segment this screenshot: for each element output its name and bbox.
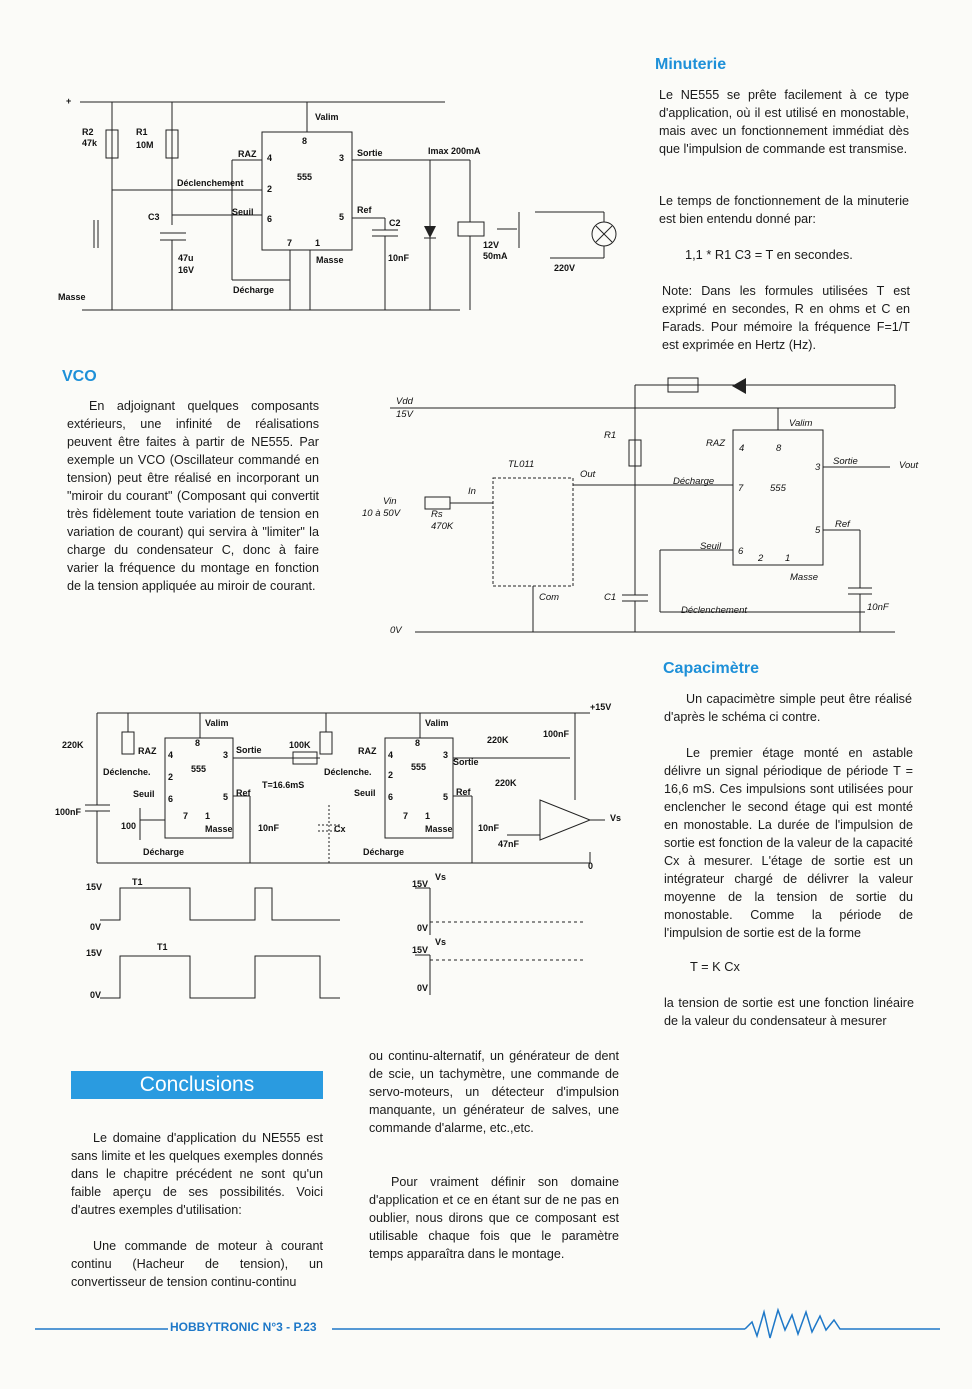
cap-pin5b: 5 [443,792,449,802]
r1-label: R1 [136,127,148,137]
pin1-label: 1 [315,238,321,248]
ic-label: 555 [297,172,313,182]
c3-value: 47u [178,253,194,263]
vco-ic-label: 555 [770,483,786,494]
cap-vs-label: Vs [610,813,622,823]
wave-15vd-label: 15V [412,945,429,955]
pin3-label: 3 [339,153,345,163]
vdd-value: 15V [396,409,413,420]
mains-label: 220V [554,263,576,273]
vco-decharge-label: Décharge [673,476,715,487]
cap-pin7b: 7 [403,811,409,821]
cap-pin8a: 8 [195,738,201,748]
cap-ref2-label: Ref [456,787,471,797]
vco-heading: VCO [62,368,97,385]
cap-decharge1-label: Décharge [143,847,185,857]
r2-value: 47k [82,138,98,148]
ref-label: Ref [357,205,372,215]
cap-decl1-label: Déclenche. [103,767,151,777]
vco-0v-label: 0V [390,625,402,636]
cap-pin2b: 2 [388,770,394,780]
vco-sortie-label: Sortie [833,456,858,467]
pin4-label: 4 [267,153,273,163]
cap-pin4b: 4 [388,750,394,760]
relay-voltage: 12V [483,240,500,250]
wave-t1b-label: T1 [157,942,168,952]
cap-pin3b: 3 [443,750,449,760]
wave-0vd-label: 0V [417,983,429,993]
cap-c10b-label: 10nF [478,823,500,833]
rs-value: 470K [431,521,454,532]
cap-c100-label: 100nF [55,807,82,817]
decharge-label: Décharge [233,285,275,295]
out-label: Out [580,469,596,480]
page-footer: HOBBYTRONIC N°3 - P.23 [170,1320,317,1334]
vco-pin4: 4 [739,443,745,454]
cap-decharge2-label: Décharge [363,847,405,857]
c3-voltage: 16V [178,265,195,275]
pin7-label: 7 [287,238,293,248]
c2-value: 10nF [388,253,410,263]
cap-seuil1-label: Seuil [133,789,155,799]
c2-label: C2 [389,218,401,228]
minuterie-paragraph-1: Le NE555 se prête facilement à ce type d'application, où il est utilisé en monostable, mais avec un fonctionnement immédiat dès que l'impulsion de commande est transmise. [659,88,909,156]
cap-ic1-label: 555 [191,764,207,774]
vco-declenchement-label: Déclenchement [681,605,748,616]
vco-masse-label: Masse [790,572,818,583]
wave-0vc-label: 0V [417,923,429,933]
cap-r220b-label: 220K [487,735,509,745]
capacimetre-heading: Capacimètre [663,660,760,677]
c1-label: C1 [604,592,617,603]
cap-seuil2-label: Seuil [354,788,376,798]
vco-seuil-label: Seuil [700,541,722,552]
wave-t1a-label: T1 [132,877,143,887]
cap-pin6a: 6 [168,794,174,804]
footer-wave-icon [745,1310,940,1338]
valim-label: Valim [315,112,339,122]
vco-ref-label: Ref [835,519,850,530]
vco-c10-label: 10nF [867,602,889,613]
cap-r220-label: 220K [62,740,84,750]
r2-label: R2 [82,127,94,137]
conclusions-heading: Conclusions [71,1071,323,1099]
cap-c47-label: 47nF [498,839,520,849]
pin2-label: 2 [267,184,273,194]
cap-pin1a: 1 [205,811,211,821]
cap-pin5a: 5 [223,792,229,802]
rs-label: Rs [431,509,443,520]
cap-pin2a: 2 [168,772,174,782]
cap-valim2-label: Valim [425,718,449,728]
cap-r100k-label: 100K [289,740,311,750]
raz-label: RAZ [238,149,257,159]
cap-pin4a: 4 [168,750,174,760]
tl011-label: TL011 [508,459,535,470]
minuterie-formula: 1,1 * R1 C3 = T en secondes. [685,247,853,262]
wave-15vb-label: 15V [86,948,103,958]
pin6-label: 6 [267,214,273,224]
vin-range: 10 à 50V [362,508,401,519]
cap-cx-label: Cx [334,824,346,834]
cap-pin3a: 3 [223,750,229,760]
vco-raz-label: RAZ [706,438,725,449]
wave-15va-label: 15V [86,882,103,892]
capacimetre-paragraph-1: Un capacimètre simple peut être réalisé d'après le schéma ci contre. [664,692,912,724]
cap-c10a-label: 10nF [258,823,280,833]
seuil-label: Seuil [232,207,254,217]
r1-value: 10M [136,140,154,150]
pin5-label: 5 [339,212,345,222]
capacimetre-formula: T = K Cx [690,959,740,974]
cap-valim1-label: Valim [205,718,229,728]
vco-pin5: 5 [815,525,821,536]
wave-0va-label: 0V [90,922,102,932]
cap-c100b-label: 100nF [543,729,570,739]
pin8-label: 8 [302,136,308,146]
conclusions-paragraph-3: ou continu-alternatif, un générateur de dent de scie, un tachymètre, une commande de servo-moteurs, un détecteur d'impulsion manquante, un générateur de salves, une commande d'alarme, etc.,etc. [369,1049,619,1135]
cap-r100-label: 100 [121,821,137,831]
ground-label: Masse [58,292,86,302]
vco-pin6: 6 [738,546,744,557]
cap-decl2-label: Déclenche. [324,767,372,777]
cap-raz2-label: RAZ [358,746,377,756]
cap-zero-label: 0 [588,861,594,871]
timer-plus-label: + [66,96,72,106]
cap-pin8b: 8 [415,738,421,748]
vdd-label: Vdd [396,396,413,407]
sortie-label: Sortie [357,148,383,158]
vin-label: Vin [383,496,397,507]
cap-ic2-label: 555 [411,762,427,772]
vco-paragraph: En adjoignant quelques composants extérieurs, une infinité de réalisations peuvent être faites à partir de NE555. Par exemple un VCO (Oscillateur commandé en tension) peut être réalisé en incorporant un "miroir du courant" (Composant qui convertit très fidèlement toute variation de tension en variation de courant) qui servira à "limiter" la charge du condensateur C, donc à faire varier la fréquence du montage en fonction de la tension appliquée au miroir de courant. [67,399,319,593]
minuterie-paragraph-2: Le temps de fonctionnement de la minuterie est bien entendu donné par: [659,194,909,226]
cap-pin6b: 6 [388,792,394,802]
cap-pin1b: 1 [425,811,431,821]
capacimetre-paragraph-2: Le premier étage monté en astable délivre un signal périodique de période T = 16,6 mS. Ces impulsions sont utilisées pour enclencher le second étage qui est monté en monostable. La durée de l'impulsion de sortie est fonction de la valeur de la capacité Cx à mesurer. L'étage de sortie est un intégrateur chargé de délivrer la valeur moyenne de la tension de sortie du monostable. Comme la période de l'impulsion de sortie est de la forme [664,746,913,940]
cap-sortie2-label: Sortie [453,757,479,767]
wave-vs2-label: Vs [435,937,447,947]
c3-label: C3 [148,212,160,222]
conclusions-paragraph-1: Le domaine d'application du NE555 est sans limite et les quelques exemples donnés dans le chapitre précédent ne sont qu'un faible aperçu de ses possibilités. Voici d'autres exemples d'utilisation: [71,1131,323,1217]
cap-ref1-label: Ref [236,788,251,798]
vco-pin7: 7 [738,483,744,494]
masse-label: Masse [316,255,344,265]
minuterie-note: Note: Dans les formules utilisées T est exprimé en secondes, R en ohms et C en Farads. Pour mémoire la fréquence F=1/T est exprimée en Hertz (Hz). [662,284,910,352]
cap-vplus-label: +15V [590,702,612,712]
in-label: In [468,486,476,497]
conclusions-paragraph-2: Une commande de moteur à courant continu (Hacheur de tension), un convertisseur de tension continu-continu [71,1239,323,1289]
vco-pin3: 3 [815,462,821,473]
cap-period-label: T=16.6mS [262,780,305,790]
wave-15vc-label: 15V [412,879,429,889]
minuterie-heading: Minuterie [655,56,727,73]
cap-raz1-label: RAZ [138,746,157,756]
cap-masse1-label: Masse [205,824,233,834]
vco-r1-label: R1 [604,430,617,441]
vco-pin1: 1 [785,553,791,564]
relay-current: 50mA [483,251,508,261]
vout-label: Vout [899,460,919,471]
cap-masse2-label: Masse [425,824,453,834]
com-label: Com [539,592,560,603]
conclusions-paragraph-4: Pour vraiment définir son domaine d'application et ce en étant sur de ne pas en oublier, nous dirons que ce composant est utilisable chaque fois que le paramètre temps apparaîtra dans le montage. [369,1175,619,1261]
vco-pin8: 8 [776,443,782,454]
vco-valim-label: Valim [789,418,813,429]
cap-pin7a: 7 [183,811,189,821]
wave-0vb-label: 0V [90,990,102,1000]
imax-label: Imax 200mA [428,146,481,156]
declenchement-label: Déclenchement [177,178,244,188]
cap-r220c-label: 220K [495,778,517,788]
vco-pin2: 2 [758,553,764,564]
capacimetre-paragraph-3: la tension de sortie est une fonction linéaire de la valeur du condensateur à mesurer [664,996,914,1028]
cap-sortie1-label: Sortie [236,745,262,755]
wave-vs1-label: Vs [435,872,447,882]
